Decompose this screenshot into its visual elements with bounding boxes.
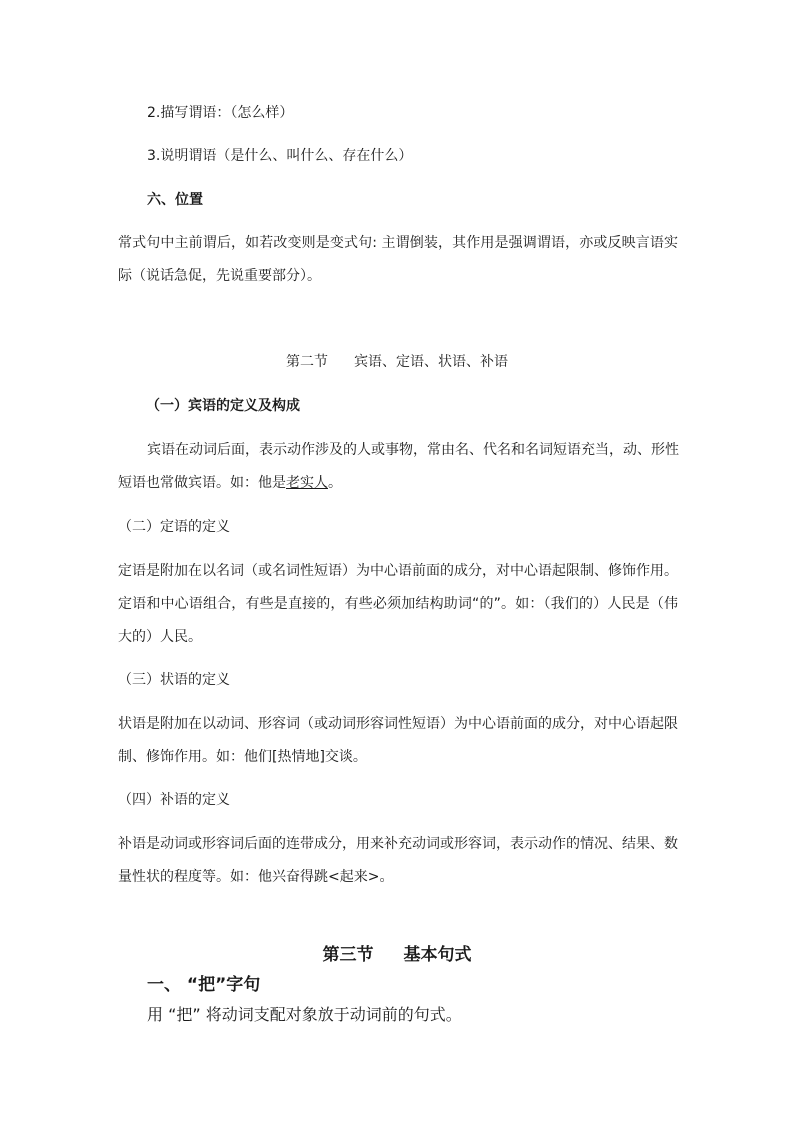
section-2-number: 第二节	[286, 354, 328, 370]
object-definition-line-2	[118, 473, 678, 493]
paragraph-position-line-2: 际（说话急促，先说重要部分）。	[118, 268, 321, 284]
list-item-explanatory-predicate: 3.说明谓语（是什么、叫什么、存在什么）	[147, 148, 413, 164]
attributive-definition-line-3: 大的）人民。	[118, 629, 202, 645]
complement-definition-line-1: 补语是动词或形容词后面的连带成分，用来补充动词或形容词，表示动作的情况、结果、数	[118, 836, 678, 852]
ba-construction-heading: 一、 “把”字句	[147, 975, 261, 995]
complement-definition-line-2: 量性状的程度等。如：他兴奋得跳<起来>。	[118, 869, 394, 885]
attributive-definition-line-2: 定语和中心语组合，有些是直接的，有些必须加结构助词“的”。如：（我们的）人民是（伟	[118, 596, 678, 612]
object-definition-heading: （一）宾语的定义及构成	[146, 398, 300, 414]
attributive-definition-heading: （二）定语的定义	[118, 519, 230, 535]
complement-definition-heading: （四）补语的定义	[118, 792, 230, 808]
adverbial-definition-line-1: 状语是附加在以动词、形容词（或动词形容词性短语）为中心语前面的成分，对中心语起限	[118, 716, 678, 732]
paragraph-position-line-1: 常式句中主前谓后，如若改变则是变式句: 主谓倒装，其作用是强调谓语，亦或反映言语实	[118, 235, 678, 251]
section-2-title	[0, 352, 794, 372]
object-example-suffix: 。	[328, 475, 342, 491]
section-3-name: 基本句式	[403, 945, 472, 965]
section-3-title	[0, 943, 794, 967]
adverbial-definition-heading: （三）状语的定义	[118, 672, 230, 688]
section-2-name: 宾语、定语、状语、补语	[354, 354, 508, 370]
ba-construction-definition: 用 “把” 将动词支配对象放于动词前的句式。	[147, 1005, 462, 1024]
object-example-prefix: 短语也常做宾语。如：他是	[118, 475, 286, 491]
list-item-descriptive-predicate: 2.描写谓语：（怎么样）	[147, 105, 294, 121]
attributive-definition-line-1: 定语是附加在以名词（或名词性短语）为中心语前面的成分，对中心语起限制、修饰作用。	[118, 563, 678, 579]
adverbial-definition-line-2: 制、修饰作用。如：他们[热情地]交谈。	[118, 749, 367, 765]
heading-position: 六、位置	[147, 192, 203, 208]
object-example-underlined: 老实人	[286, 475, 328, 491]
object-definition-line-1: 宾语在动词后面，表示动作涉及的人或事物，常由名、代名和名词短语充当，动、形性	[147, 442, 679, 458]
section-3-number: 第三节	[322, 945, 374, 965]
